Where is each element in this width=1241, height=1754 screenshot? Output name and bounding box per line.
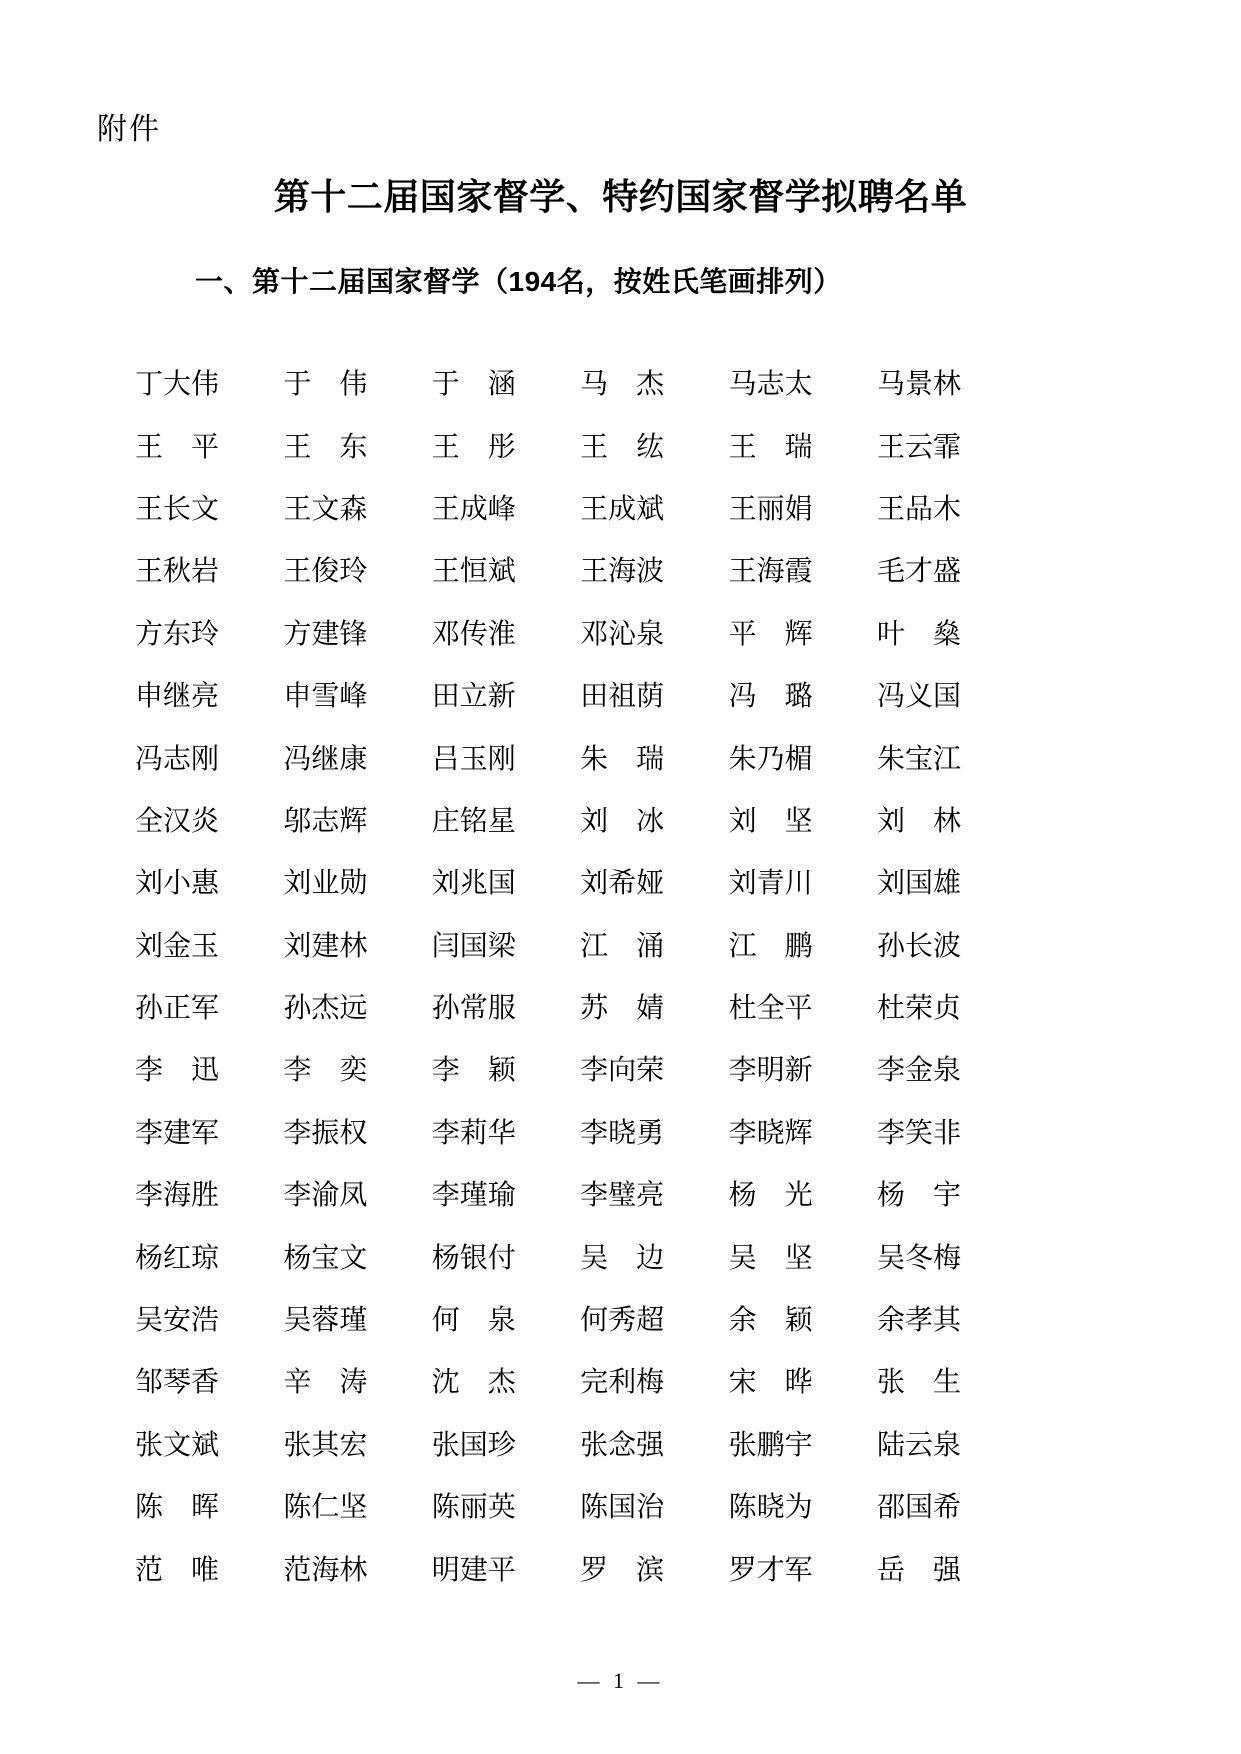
inspector-name: 何 泉: [431, 1305, 516, 1337]
inspector-name: 申雪峰: [283, 681, 368, 713]
inspector-name: 邬志辉: [283, 805, 368, 837]
inspector-name: 王成峰: [431, 493, 516, 525]
inspector-name: 杜荣贞: [876, 993, 961, 1025]
inspector-name: 孙长波: [876, 930, 961, 962]
inspector-name: 田立新: [431, 681, 516, 713]
inspector-name: 朱 瑞: [580, 743, 665, 775]
inspector-name: 于 涵: [431, 369, 516, 401]
inspector-name: 申继亮: [135, 681, 220, 713]
inspector-name: 吕玉刚: [431, 743, 516, 775]
inspector-name: 刘金玉: [135, 930, 220, 962]
inspector-name: 孙杰远: [283, 993, 368, 1025]
inspector-name: 李璧亮: [580, 1180, 665, 1212]
inspector-name: 吴安浩: [135, 1305, 220, 1337]
inspector-name: 吴冬梅: [876, 1242, 961, 1274]
inspector-name: 苏 婧: [580, 993, 665, 1025]
inspector-name: 吴 坚: [728, 1242, 813, 1274]
inspector-name: 刘建林: [283, 930, 368, 962]
inspector-name: 李明新: [728, 1055, 813, 1087]
inspector-name: 李晓辉: [728, 1117, 813, 1149]
inspector-name: 陈仁坚: [283, 1492, 368, 1524]
inspector-name: 王文森: [283, 493, 368, 525]
inspector-name: 范 唯: [135, 1554, 220, 1586]
inspector-name: 张 生: [876, 1367, 961, 1399]
inspector-name: 朱乃楣: [728, 743, 813, 775]
inspector-name: 沈 杰: [431, 1367, 516, 1399]
inspector-name: 辛 涛: [283, 1367, 368, 1399]
inspector-name: 王品木: [876, 493, 961, 525]
inspector-name: 庄铭星: [431, 805, 516, 837]
inspector-name: 方建锋: [283, 618, 368, 650]
inspector-name: 刘业勋: [283, 868, 368, 900]
inspector-name: 李向荣: [580, 1055, 665, 1087]
inspector-name: 刘小惠: [135, 868, 220, 900]
inspector-name: 马 杰: [580, 369, 665, 401]
inspector-name: 陈丽英: [431, 1492, 516, 1524]
inspector-name: 王 纮: [580, 431, 665, 463]
inspector-name: 李 奕: [283, 1055, 368, 1087]
inspector-name: 朱宝江: [876, 743, 961, 775]
inspector-name: 刘国雄: [876, 868, 961, 900]
inspector-name: 何秀超: [580, 1305, 665, 1337]
inspector-name: 王成斌: [580, 493, 665, 525]
names-grid: [135, 351, 963, 1599]
inspector-name: 李瑾瑜: [431, 1180, 516, 1212]
inspector-name: 吴 边: [580, 1242, 665, 1274]
inspector-name: 冯 璐: [728, 681, 813, 713]
inspector-name: 王海霞: [728, 556, 813, 588]
inspector-name: 孙常服: [431, 993, 516, 1025]
inspector-name: 李 颖: [431, 1055, 516, 1087]
inspector-name: 马景林: [876, 369, 961, 401]
inspector-name: 范海林: [283, 1554, 368, 1586]
inspector-name: 杜全平: [728, 993, 813, 1025]
inspector-name: 张鹏宇: [728, 1429, 813, 1461]
inspector-name: 王海波: [580, 556, 665, 588]
inspector-name: 王长文: [135, 493, 220, 525]
inspector-name: 冯志刚: [135, 743, 220, 775]
inspector-name: 陆云泉: [876, 1429, 961, 1461]
inspector-name: 江 鹏: [728, 930, 813, 962]
inspector-name: 李笑非: [876, 1117, 961, 1149]
inspector-name: 张念强: [580, 1429, 665, 1461]
inspector-name: 陈 晖: [135, 1492, 220, 1524]
inspector-name: 杨红琼: [135, 1242, 220, 1274]
inspector-name: 马志太: [728, 369, 813, 401]
inspector-name: 明建平: [431, 1554, 516, 1586]
inspector-name: 于 伟: [283, 369, 368, 401]
inspector-name: 李晓勇: [580, 1117, 665, 1149]
inspector-name: 余 颖: [728, 1305, 813, 1337]
inspector-name: 李 迅: [135, 1055, 220, 1087]
inspector-name: 李金泉: [876, 1055, 961, 1087]
inspector-name: 完利梅: [580, 1367, 665, 1399]
inspector-name: 王丽娟: [728, 493, 813, 525]
page-title: 第十二届国家督学、特约国家督学拟聘名单: [273, 176, 968, 217]
inspector-name: 岳 强: [876, 1554, 961, 1586]
page-number: — 1 —: [577, 1668, 664, 1693]
inspector-name: 邵国希: [876, 1492, 961, 1524]
inspector-name: 陈晓为: [728, 1492, 813, 1524]
inspector-name: 王 彤: [431, 431, 516, 463]
inspector-name: 余孝其: [876, 1305, 961, 1337]
inspector-name: 邹琴香: [135, 1367, 220, 1399]
inspector-name: 王 东: [283, 431, 368, 463]
inspector-name: 毛才盛: [876, 556, 961, 588]
inspector-name: 邓传淮: [431, 618, 516, 650]
inspector-name: 刘 冰: [580, 805, 665, 837]
inspector-name: 李振权: [283, 1117, 368, 1149]
inspector-name: 王恒斌: [431, 556, 516, 588]
inspector-name: 罗 滨: [580, 1554, 665, 1586]
inspector-name: 王 平: [135, 431, 220, 463]
inspector-name: 刘青川: [728, 868, 813, 900]
inspector-name: 闫国梁: [431, 930, 516, 962]
inspector-name: 叶 燊: [876, 618, 961, 650]
inspector-name: 刘 林: [876, 805, 961, 837]
inspector-name: 冯继康: [283, 743, 368, 775]
inspector-name: 李建军: [135, 1117, 220, 1149]
inspector-name: 陈国治: [580, 1492, 665, 1524]
inspector-name: 江 涌: [580, 930, 665, 962]
inspector-name: 杨 宇: [876, 1180, 961, 1212]
inspector-name: 李海胜: [135, 1180, 220, 1212]
inspector-name: 平 辉: [728, 618, 813, 650]
inspector-name: 王 瑞: [728, 431, 813, 463]
section-heading: 一、第十二届国家督学（194名，按姓氏笔画排列）: [195, 266, 842, 297]
inspector-name: 张其宏: [283, 1429, 368, 1461]
inspector-name: 张文斌: [135, 1429, 220, 1461]
inspector-name: 邓沁泉: [580, 618, 665, 650]
inspector-name: 杨银付: [431, 1242, 516, 1274]
inspector-name: 刘希娅: [580, 868, 665, 900]
inspector-name: 王俊玲: [283, 556, 368, 588]
inspector-name: 田祖荫: [580, 681, 665, 713]
inspector-name: 吴蓉瑾: [283, 1305, 368, 1337]
inspector-name: 王云霏: [876, 431, 961, 463]
inspector-name: 冯义国: [876, 681, 961, 713]
inspector-name: 王秋岩: [135, 556, 220, 588]
inspector-name: 杨 光: [728, 1180, 813, 1212]
inspector-name: 刘兆国: [431, 868, 516, 900]
inspector-name: 全汉炎: [135, 805, 220, 837]
inspector-name: 宋 晔: [728, 1367, 813, 1399]
inspector-name: 刘 坚: [728, 805, 813, 837]
inspector-name: 孙正军: [135, 993, 220, 1025]
inspector-name: 张国珍: [431, 1429, 516, 1461]
inspector-name: 方东玲: [135, 618, 220, 650]
attachment-label: 附件: [97, 113, 161, 146]
inspector-name: 罗才军: [728, 1554, 813, 1586]
inspector-name: 丁大伟: [135, 369, 220, 401]
inspector-name: 杨宝文: [283, 1242, 368, 1274]
inspector-name: 李渝凤: [283, 1180, 368, 1212]
inspector-name: 李莉华: [431, 1117, 516, 1149]
